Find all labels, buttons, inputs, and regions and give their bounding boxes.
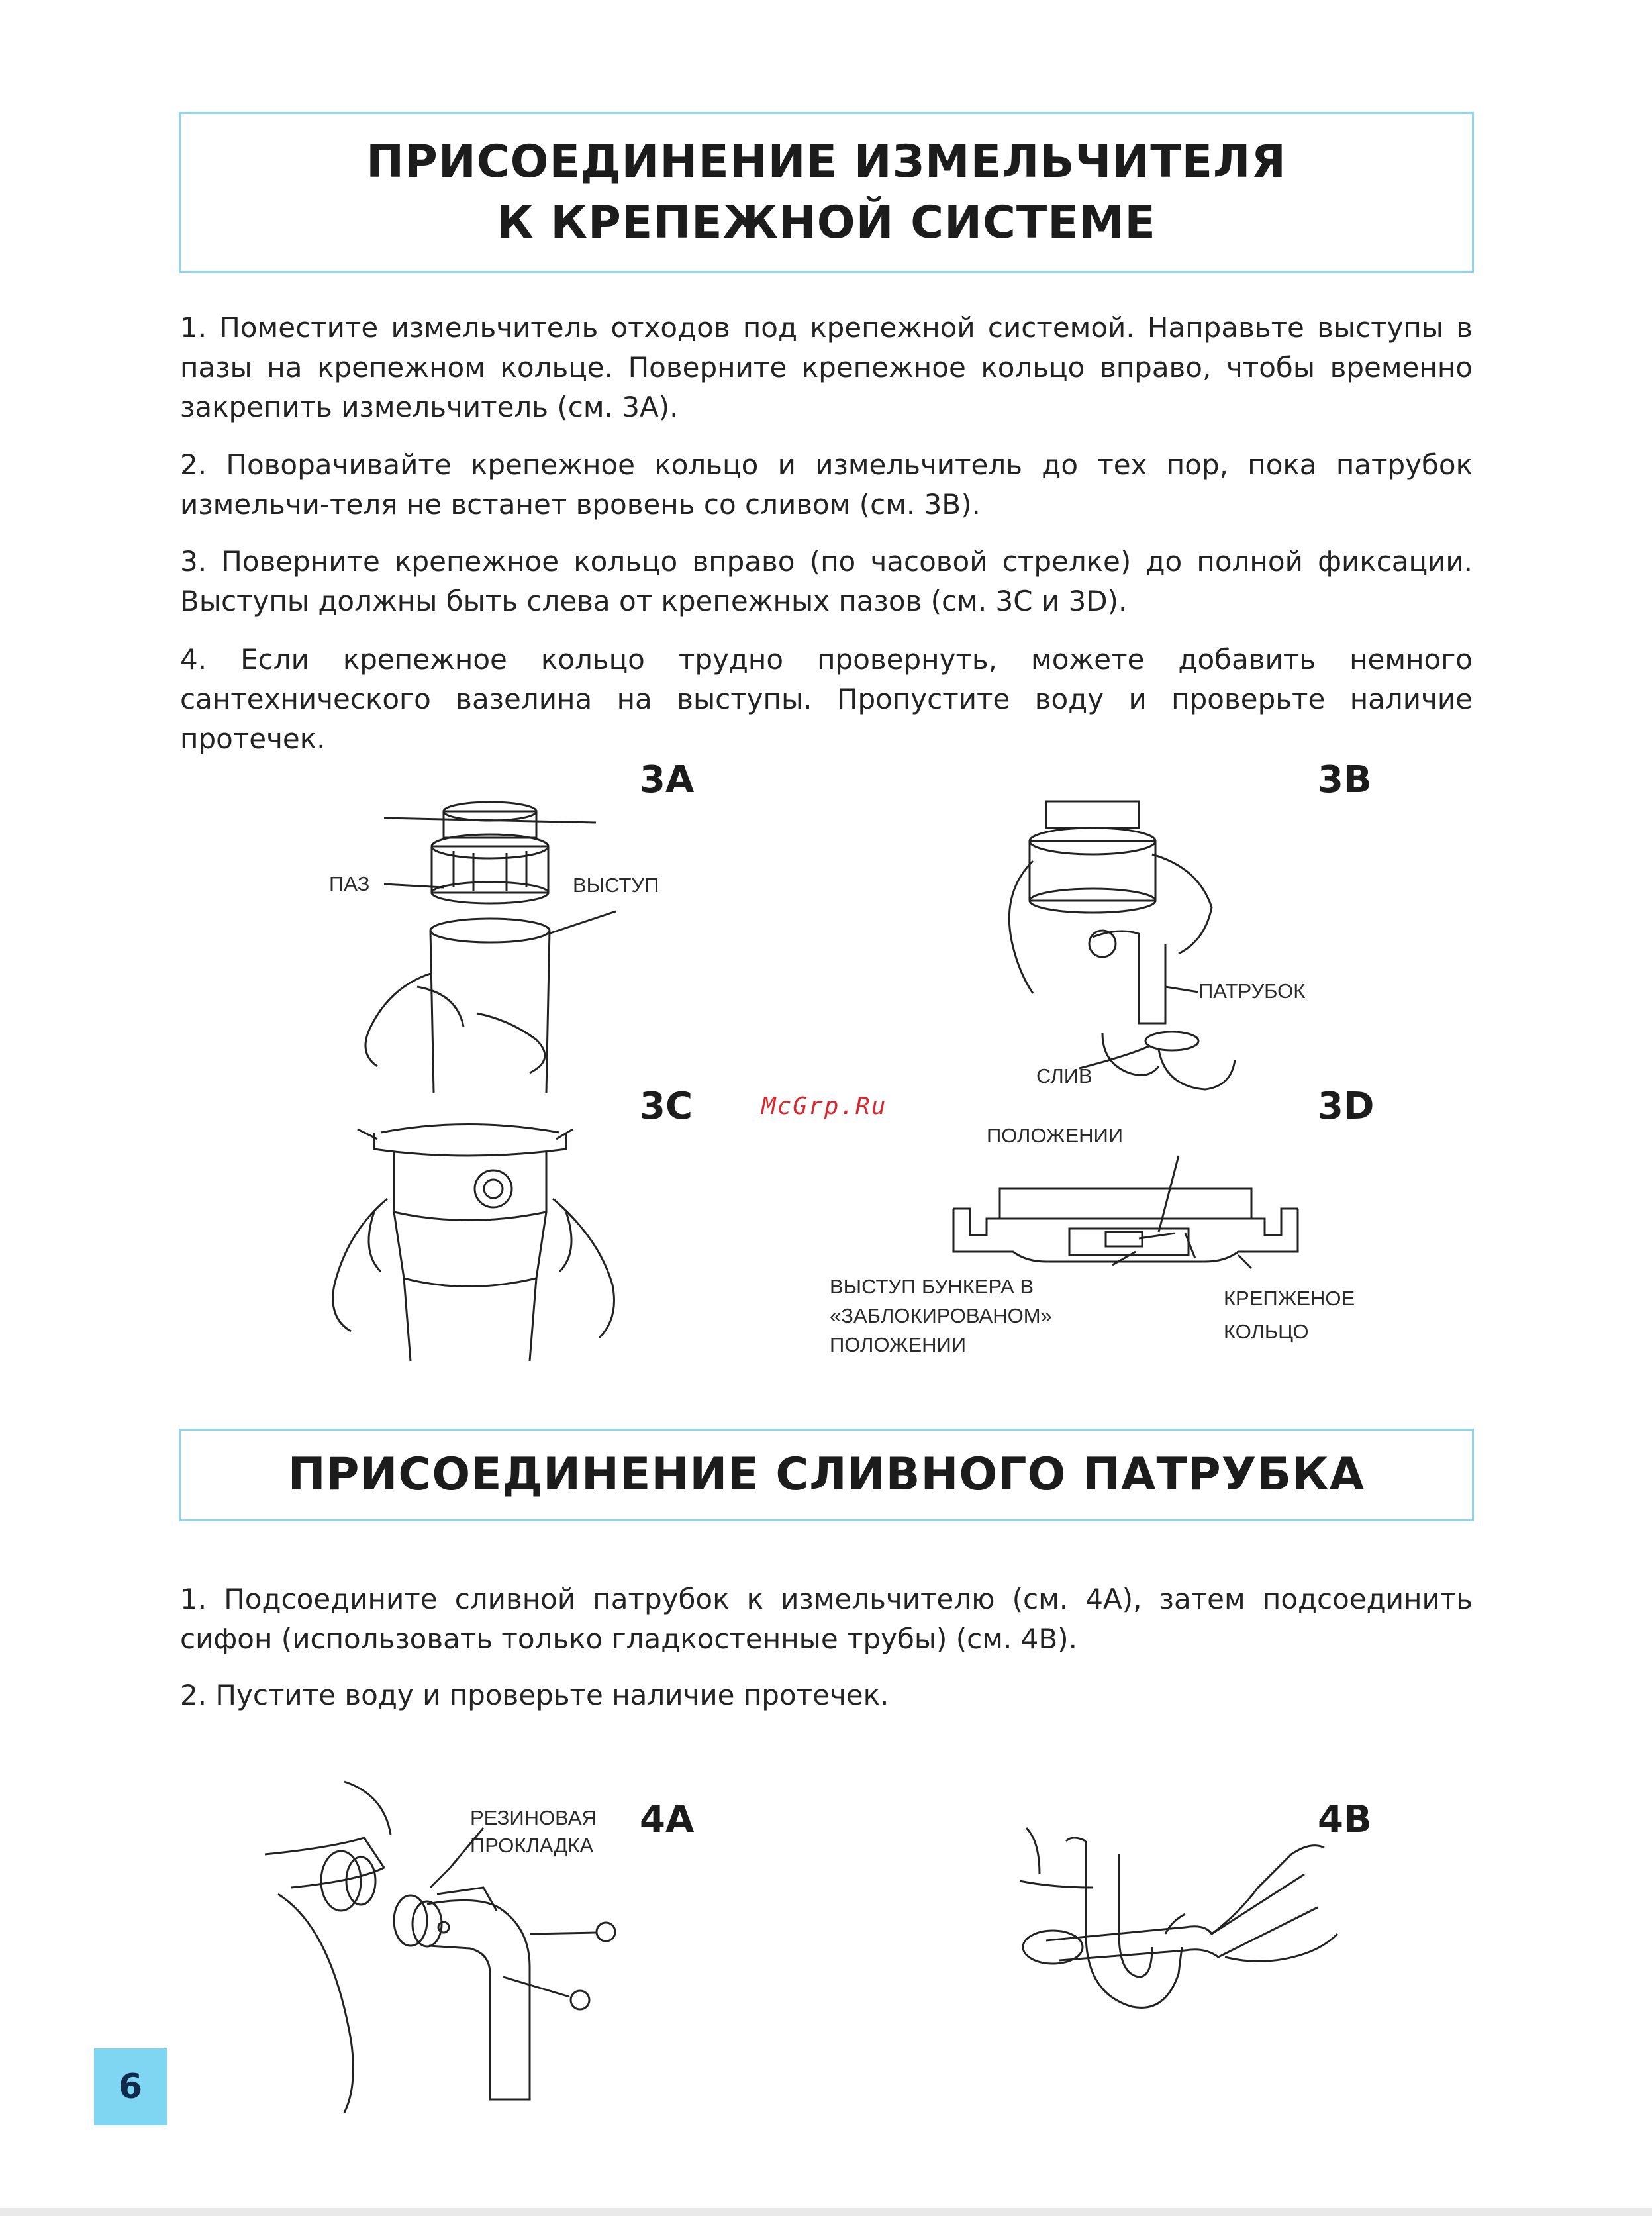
figure-3c-illustration	[295, 1113, 639, 1361]
figure-3b-label: 3В	[1318, 758, 1372, 801]
figure-4b-illustration	[1013, 1815, 1344, 2080]
section2-step-1: 1. Подсоедините сливной патрубок к измельчителю (см. 4А), затем подсоединить сифон (использовать только гладкостенные трубы) (см. 4В).	[180, 1583, 1473, 1655]
section1-step-1: 1. Поместите измельчитель отходов под крепежной системой. Направьте выступы в пазы на крепежном кольце. Поверните крепежное кольцо вправо, чтобы временно закрепить измельчитель (см. 3А).	[180, 311, 1473, 423]
bottom-rule	[0, 2208, 1652, 2216]
callout-gasket-line1: РЕЗИНОВАЯ	[470, 1806, 597, 1829]
figure-3a-illustration	[311, 788, 682, 1093]
section1-step-3: 3. Поверните крепежное кольцо вправо (по часовой стрелке) до полной фиксации. Выступы должны быть слева от крепежных пазов (см. 3С и 3D).	[180, 545, 1473, 617]
figure-4a-illustration	[252, 1775, 636, 2119]
callout-lug-line3: ПОЛОЖЕНИИ	[830, 1333, 967, 1356]
section1-step-2: 2. Поворачивайте крепежное кольцо и измельчитель до тех пор, пока патрубок измельчи-теля не встанет вровень со сливом (см. 3В).	[180, 448, 1473, 521]
figure-3a-label: 3А	[640, 758, 695, 801]
callout-ring-line1: КРЕПЖЕНОЕ	[1224, 1287, 1355, 1310]
section2-title-box	[179, 1429, 1474, 1521]
callout-ring-line2: КОЛЬЦО	[1224, 1320, 1309, 1343]
section1-step-4: 4. Если крепежное кольцо трудно провернуть, можете добавить немного сантехнического вазелина на выступы. Пропустите воду и проверьте наличие протечек.	[180, 643, 1473, 755]
callout-pipe: ПАТРУБОК	[1198, 980, 1306, 1003]
callout-drain: СЛИВ	[1036, 1064, 1093, 1087]
figure-4a-label: 4А	[640, 1798, 695, 1841]
section2-step-2: 2. Пустите воду и проверьте наличие протечек.	[180, 1679, 889, 1711]
figure-4b-label: 4В	[1318, 1798, 1372, 1841]
callout-groove: ПАЗ	[329, 872, 370, 895]
section1-title-line2: К КРЕПЕЖНОЙ СИСТЕМЕ	[497, 196, 1156, 249]
figure-3d-illustration	[940, 1152, 1311, 1272]
figure-3c-label: 3С	[640, 1085, 693, 1128]
callout-gasket-line2: ПРОКЛАДКА	[470, 1834, 594, 1857]
callout-lug-line1: ВЫСТУП БУНКЕРА В	[830, 1275, 1034, 1298]
callout-lug-line2: «ЗАБЛОКИРОВАНОМ»	[830, 1304, 1052, 1327]
figure-3d-label: 3D	[1318, 1085, 1375, 1128]
section1-title-line1: ПРИСОЕДИНЕНИЕ ИЗМЕЛЬЧИТЕЛЯ	[366, 135, 1287, 188]
watermark: McGrp.Ru	[761, 1093, 887, 1120]
callout-lug: ВЫСТУП	[573, 874, 659, 897]
page-number: 6	[94, 2048, 167, 2125]
callout-position: ПОЛОЖЕНИИ	[987, 1124, 1124, 1147]
section2-title: ПРИСОЕДИНЕНИЕ СЛИВНОГО ПАТРУБКА	[287, 1448, 1365, 1501]
section1-title-box	[179, 112, 1474, 273]
